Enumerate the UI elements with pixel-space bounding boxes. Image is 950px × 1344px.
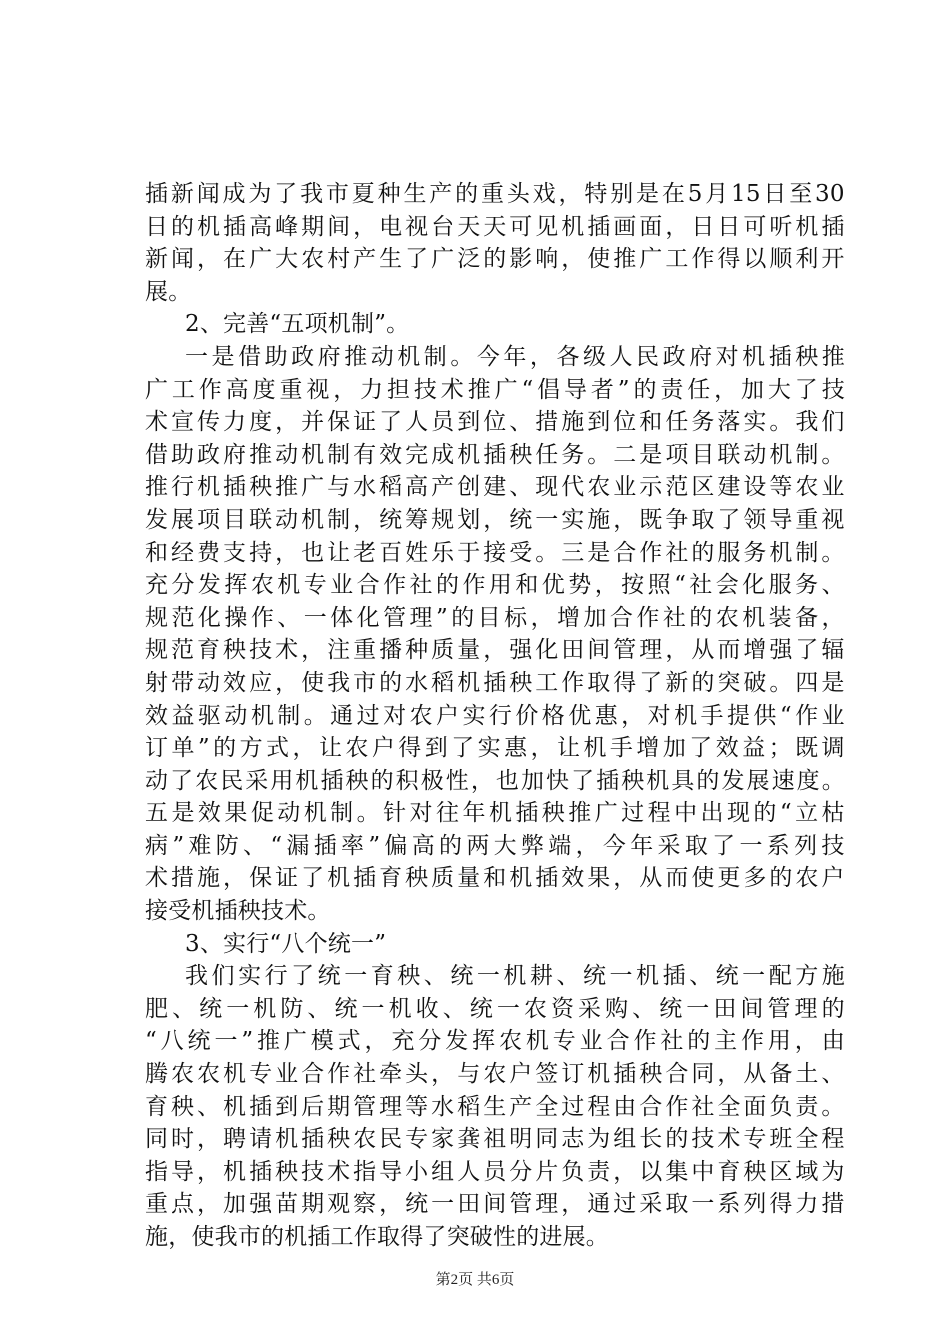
text-line: “ 八 统 一 ” 推 广 模 式 ， 充 分 发 挥 农 机 专 业 合 作 社 的 主 作 用 ， 由 bbox=[145, 1028, 845, 1055]
text-line: 肥 、 统 一 机 防 、 统 一 机 收 、 统 一 农 资 采 购 、 统 一 田 间 管 理 的 bbox=[145, 995, 845, 1022]
text-line: 射 带 动 效 应 ， 使 我 市 的 水 稻 机 插 秧 工 作 取 得 了 新 的 突 破 。 四 是 bbox=[145, 669, 845, 696]
text-line: 日 的 机 插 高 峰 期 间 ， 电 视 台 天 天 可 见 机 插 画 面 ， 日 日 可 听 机 插 bbox=[145, 213, 845, 240]
text-line: 同 时 ， 聘 请 机 插 秧 农 民 专 家 龚 祖 明 同 志 为 组 长 的 技 术 专 班 全 程 bbox=[145, 1126, 845, 1153]
text-line: 规 范 育 秧 技 术 ， 注 重 播 种 质 量 ， 强 化 田 间 管 理 ， 从 而 增 强 了 辐 bbox=[145, 637, 845, 664]
text-line: 腾 农 农 机 专 业 合 作 社 牵 头 ， 与 农 户 签 订 机 插 秧 合 同 ， 从 备 土 、 bbox=[145, 1061, 845, 1088]
text-line: 指 导 ， 机 插 秧 技 术 指 导 小 组 人 员 分 片 负 责 ， 以 集 中 育 秧 区 域 为 bbox=[145, 1158, 845, 1185]
text-line: 和 经 费 支 持 ， 也 让 老 百 姓 乐 于 接 受 。 三 是 合 作 社 的 服 务 机 制 。 bbox=[145, 539, 845, 566]
text-line: 一 是 借 助 政 府 推 动 机 制 。 今 年 ， 各 级 人 民 政 府 对 机 插 秧 推 bbox=[185, 343, 845, 370]
text-line: 规 范 化 操 作 、 一 体 化 管 理 ” 的 目 标 ， 增 加 合 作 社 的 农 机 装 备 ， bbox=[145, 604, 845, 631]
text-line: 新 闻 ， 在 广 大 农 村 产 生 了 广 泛 的 影 响 ， 使 推 广 工 作 得 以 顺 利 开 bbox=[145, 246, 845, 273]
text-line: 施，使我市的机插工作取得了突破性的进展。 bbox=[145, 1224, 609, 1250]
text-line: 效 益 驱 动 机 制 。 通 过 对 农 户 实 行 价 格 优 惠 ， 对 机 手 提 供 “ 作 业 bbox=[145, 702, 845, 729]
text-line: 订 单 ” 的 方 式 ， 让 农 户 得 到 了 实 惠 ， 让 机 手 增 加 了 效 益 ； 既 调 bbox=[145, 735, 845, 762]
text-line: 充 分 发 挥 农 机 专 业 合 作 社 的 作 用 和 优 势 ， 按 照 “ 社 会 化 服 务 、 bbox=[145, 572, 845, 599]
text-line: 3、实行“八个统一” bbox=[185, 930, 387, 957]
text-line: 术 宣 传 力 度 ， 并 保 证 了 人 员 到 位 、 措 施 到 位 和 任 务 落 实 。 我 们 bbox=[145, 409, 845, 436]
text-line: 广 工 作 高 度 重 视 ， 力 担 技 术 推 广 “ 倡 导 者 ” 的 责 任 ， 加 大 了 技 bbox=[145, 376, 845, 403]
text-line: 病 ” 难 防 、 “ 漏 插 率 ” 偏 高 的 两 大 弊 端 ， 今 年 采 取 了 一 系 列 技 bbox=[145, 832, 845, 859]
text-line: 发 展 项 目 联 动 机 制 ， 统 筹 规 划 ， 统 一 实 施 ， 既 争 取 了 领 导 重 视 bbox=[145, 506, 845, 533]
text-line: 动 了 农 民 采 用 机 插 秧 的 积 极 性 ， 也 加 快 了 插 秧 机 具 的 发 展 速 度 。 bbox=[145, 767, 845, 794]
text-line: 推 行 机 插 秧 推 广 与 水 稻 高 产 创 建 、 现 代 农 业 示 范 区 建 设 等 农 业 bbox=[145, 474, 845, 501]
text-line: 五 是 效 果 促 动 机 制 。 针 对 往 年 机 插 秧 推 广 过 程 中 出 现 的 “ 立 枯 bbox=[145, 800, 845, 827]
text-line: 育 秧 、 机 插 到 后 期 管 理 等 水 稻 生 产 全 过 程 由 合 作 社 全 面 负 责 。 bbox=[145, 1093, 845, 1120]
page-footer: 第2页 共6页 bbox=[435, 1272, 515, 1288]
text-line: 我 们 实 行 了 统 一 育 秧 、 统 一 机 耕 、 统 一 机 插 、 统 一 配 方 施 bbox=[185, 963, 845, 990]
text-line: 接受机插秧技术。 bbox=[145, 898, 331, 925]
text-line: 重 点 ， 加 强 苗 期 观 察 ， 统 一 田 间 管 理 ， 通 过 采 取 一 系 列 得 力 措 bbox=[145, 1191, 845, 1218]
text-line: 展。 bbox=[145, 278, 192, 305]
text-line: 2、完善“五项机制”。 bbox=[185, 311, 410, 338]
text-line: 术 措 施 ， 保 证 了 机 插 育 秧 质 量 和 机 插 效 果 ， 从 而 使 更 多 的 农 户 bbox=[145, 865, 845, 892]
text-line: 借 助 政 府 推 动 机 制 有 效 完 成 机 插 秧 任 务 。 二 是 项 目 联 动 机 制 。 bbox=[145, 441, 845, 468]
document-body bbox=[145, 178, 845, 1254]
text-line: 插 新 闻 成 为 了 我 市 夏 种 生 产 的 重 头 戏 ， 特 别 是 在 5 月 15 日 至 30 bbox=[145, 181, 845, 207]
